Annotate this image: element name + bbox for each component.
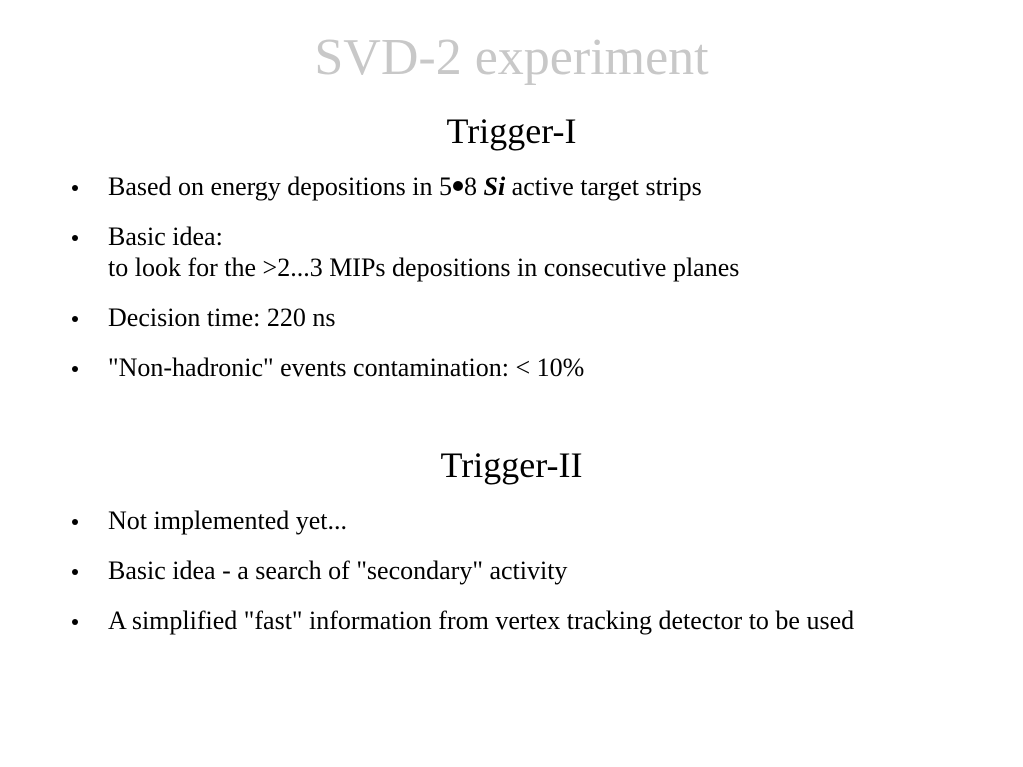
bullet-text: "Non-hadronic" events contamination: < 10% bbox=[108, 353, 585, 382]
trigger-1-heading: Trigger-I bbox=[446, 111, 577, 151]
bullet-dot-icon bbox=[72, 619, 78, 625]
bullet-item bbox=[72, 352, 952, 383]
silicon-symbol: Si bbox=[483, 172, 506, 201]
bullet-dot-icon bbox=[72, 316, 78, 322]
bullet-text: Decision time: 220 ns bbox=[108, 303, 336, 332]
bullet-text: Not implemented yet... bbox=[108, 506, 348, 535]
bullet-text-line-2: to look for the >2...3 MIPs depositions in consecutive planes bbox=[108, 253, 740, 282]
bullet-text: Basic idea - a search of "secondary" activity bbox=[108, 556, 568, 585]
trigger-2-bullet-list bbox=[72, 505, 952, 655]
trigger-1-bullet-list bbox=[72, 171, 952, 402]
bullet-dot-icon bbox=[72, 569, 78, 575]
bullet-item bbox=[72, 171, 952, 202]
bullet-dot-icon bbox=[72, 519, 78, 525]
bullet-text: A simplified "fast" information from vertex tracking detector to be used bbox=[108, 606, 855, 635]
bullet-dot-icon bbox=[72, 185, 78, 191]
bullet-item bbox=[72, 555, 952, 586]
bullet-text-line-1: Basic idea: bbox=[108, 222, 223, 251]
bullet-item bbox=[72, 302, 952, 333]
bullet-text-middle: 8 bbox=[463, 172, 484, 201]
bullet-dot-icon bbox=[72, 366, 78, 372]
bullet-text-suffix: active target strips bbox=[505, 172, 702, 201]
trigger-2-heading: Trigger-II bbox=[440, 445, 583, 485]
bullet-item bbox=[72, 221, 952, 283]
bullet-text-prefix: Based on energy depositions in 5 bbox=[108, 172, 452, 201]
bullet-dot-icon bbox=[72, 235, 78, 241]
bullet-item bbox=[72, 605, 952, 636]
slide-title: SVD-2 experiment bbox=[314, 29, 709, 86]
multiplication-dot-icon bbox=[453, 181, 463, 191]
bullet-item bbox=[72, 505, 952, 536]
